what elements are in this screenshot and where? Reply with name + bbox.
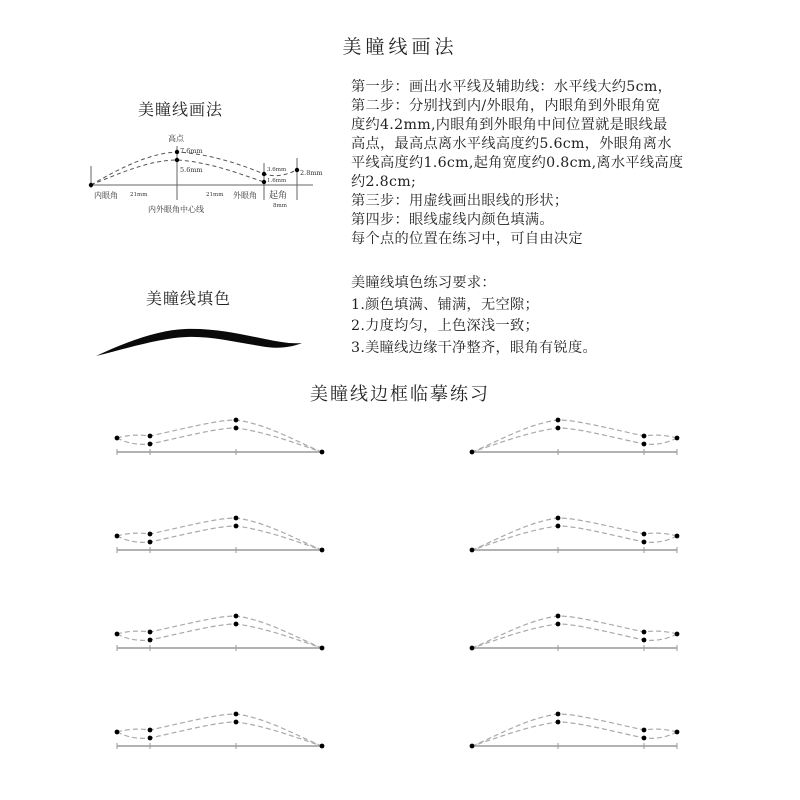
practice-inner-corner-dot — [470, 744, 475, 749]
practice-lower-dashed-curve — [117, 526, 322, 550]
practice-tail-dot — [675, 436, 680, 441]
practice-tail-dot — [675, 632, 680, 637]
lift-width-label: 8mm — [273, 203, 287, 209]
practice-lower-peak-dot — [234, 524, 239, 529]
practice-inner-corner-dot — [470, 450, 475, 455]
practice-lower-peak-dot — [556, 426, 561, 431]
requirement-line: 1.颜色填满、铺满，无空隙； — [351, 296, 539, 313]
practice-title: 美瞳线边框临摹练习 — [310, 384, 490, 405]
step-line: 第三步：用虚线画出眼线的形状； — [351, 193, 569, 209]
practice-inner-corner-dot — [320, 744, 325, 749]
step-line: 平线高度约1.6cm,起角宽度约0.8cm,离水平线高度 — [351, 155, 684, 171]
practice-inner-corner-dot — [470, 646, 475, 651]
practice-tail-dot — [115, 730, 120, 735]
practice-outer-upper-dot — [148, 532, 153, 537]
practice-lower-peak-dot — [556, 720, 561, 725]
practice-lower-dashed-curve — [472, 428, 677, 452]
fill-section-title: 美瞳线填色 — [146, 289, 232, 308]
step-line: 每个点的位置在练习中，可自由决定 — [351, 231, 583, 247]
step-line: 度约4.2mm,内眼角到外眼角中间位置就是眼线最 — [351, 117, 668, 133]
practice-outer-upper-dot — [642, 728, 647, 733]
practice-outer-lower-dot — [148, 736, 153, 741]
practice-outer-upper-dot — [642, 434, 647, 439]
practice-lower-dashed-curve — [117, 624, 322, 648]
practice-upper-peak-dot — [556, 418, 561, 423]
page-title: 美瞳线画法 — [342, 36, 458, 58]
practice-outer-upper-dot — [148, 630, 153, 635]
practice-lower-peak-dot — [234, 622, 239, 627]
lower-peak-label: 5.6mm — [180, 166, 203, 174]
center-line-label: 内外眼角中心线 — [148, 205, 204, 214]
lift-label: 起角 — [269, 191, 288, 201]
inner-corner-label: 内眼角 — [94, 191, 118, 200]
step-line: 约2.8cm; — [351, 174, 417, 190]
practice-inner-corner-dot — [320, 646, 325, 651]
step-line: 高点，最高点离水平线高度约5.6cm，外眼角离水 — [351, 136, 672, 152]
requirement-line: 美瞳线填色练习要求： — [351, 275, 496, 291]
practice-upper-peak-dot — [234, 516, 239, 521]
practice-tail-dot — [115, 534, 120, 539]
practice-lower-peak-dot — [556, 524, 561, 529]
practice-inner-corner-dot — [320, 450, 325, 455]
practice-lower-peak-dot — [234, 720, 239, 725]
requirement-line: 2.力度均匀，上色深浅一致； — [351, 318, 539, 334]
practice-upper-peak-dot — [234, 614, 239, 619]
practice-lower-peak-dot — [234, 426, 239, 431]
step-line: 第二步：分别找到内/外眼角，内眼角到外眼角宽 — [351, 98, 661, 114]
upper-peak-label: 7.6mm — [180, 147, 203, 155]
practice-upper-peak-dot — [556, 516, 561, 521]
tail-label: 2.8mm — [300, 169, 323, 177]
practice-lower-dashed-curve — [472, 624, 677, 648]
practice-lower-peak-dot — [556, 622, 561, 627]
practice-tail-dot — [115, 632, 120, 637]
practice-lower-dashed-curve — [117, 428, 322, 452]
practice-lower-dashed-curve — [472, 722, 677, 746]
practice-inner-corner-dot — [470, 548, 475, 553]
practice-outer-upper-dot — [148, 434, 153, 439]
diagram-title: 美瞳线画法 — [138, 100, 224, 119]
practice-upper-peak-dot — [556, 614, 561, 619]
outer-lower-label: 1.6mm — [267, 178, 287, 184]
left-width-label: 21mm — [130, 192, 148, 198]
practice-outer-lower-dot — [642, 540, 647, 545]
requirement-line: 3.美瞳线边缘干净整齐，眼角有锐度。 — [351, 339, 597, 356]
practice-outer-upper-dot — [642, 630, 647, 635]
practice-outer-upper-dot — [148, 728, 153, 733]
practice-outer-lower-dot — [148, 442, 153, 447]
practice-outer-lower-dot — [148, 540, 153, 545]
right-width-label: 21mm — [206, 192, 224, 198]
step-line: 第四步：眼线虚线内颜色填满。 — [351, 212, 554, 228]
practice-outer-lower-dot — [148, 638, 153, 643]
practice-tail-dot — [675, 730, 680, 735]
practice-outer-upper-dot — [642, 532, 647, 537]
practice-upper-peak-dot — [234, 418, 239, 423]
practice-lower-dashed-curve — [117, 722, 322, 746]
practice-tail-dot — [115, 436, 120, 441]
practice-upper-peak-dot — [234, 712, 239, 717]
high-point-label: 高点 — [168, 134, 184, 143]
practice-outer-lower-dot — [642, 442, 647, 447]
practice-outer-lower-dot — [642, 638, 647, 643]
practice-tail-dot — [675, 534, 680, 539]
step-line: 第一步：画出水平线及辅助线：水平线大约5cm， — [351, 79, 673, 95]
outer-corner-label: 外眼角 — [233, 191, 257, 200]
practice-lower-dashed-curve — [472, 526, 677, 550]
practice-outer-lower-dot — [642, 736, 647, 741]
practice-inner-corner-dot — [320, 548, 325, 553]
outer-upper-label: 3.6mm — [267, 167, 287, 173]
practice-upper-peak-dot — [556, 712, 561, 717]
